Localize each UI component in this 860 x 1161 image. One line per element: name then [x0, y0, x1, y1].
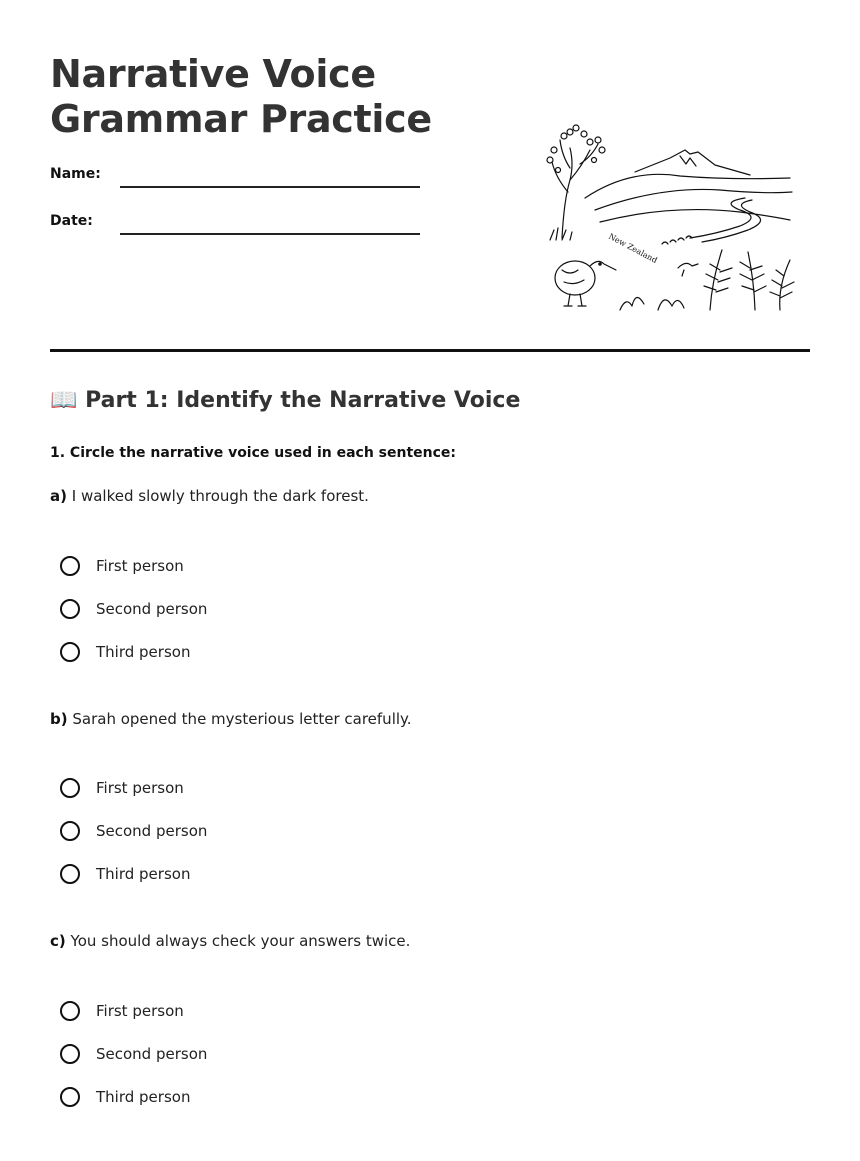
option-a-first-person[interactable] [60, 554, 184, 578]
name-label: Name: [50, 166, 101, 182]
option-label: Third person [96, 643, 191, 661]
radio-circle[interactable] [60, 599, 80, 619]
title-line-2: Grammar Practice [50, 97, 432, 141]
radio-circle[interactable] [60, 1044, 80, 1064]
section-title-text: Part 1: Identify the Narrative Voice [85, 388, 521, 413]
section-title-part-1 [50, 388, 520, 413]
header-divider [50, 349, 810, 352]
title-line-1: Narrative Voice [50, 52, 376, 96]
illustration-caption: New Zealand [607, 231, 659, 266]
option-label: First person [96, 557, 184, 575]
option-b-second-person[interactable] [60, 819, 207, 843]
radio-circle[interactable] [60, 778, 80, 798]
open-book-icon: 📖 [50, 388, 78, 413]
radio-circle[interactable] [60, 1087, 80, 1107]
date-field[interactable] [120, 233, 420, 235]
radio-circle[interactable] [60, 1001, 80, 1021]
option-a-third-person[interactable] [60, 640, 190, 664]
option-label: Second person [96, 600, 208, 618]
date-label: Date: [50, 213, 93, 229]
question-letter: b) [50, 710, 68, 728]
option-label: Second person [96, 822, 208, 840]
radio-circle[interactable] [60, 556, 80, 576]
question-b [50, 710, 412, 728]
option-label: Third person [96, 865, 191, 883]
radio-circle[interactable] [60, 864, 80, 884]
option-b-first-person[interactable] [60, 776, 184, 800]
option-label: Second person [96, 1045, 208, 1063]
option-label: Third person [96, 1088, 191, 1106]
question-a [50, 487, 369, 505]
option-c-third-person[interactable] [60, 1085, 190, 1109]
option-c-second-person[interactable] [60, 1042, 207, 1066]
question-sentence: Sarah opened the mysterious letter carefully. [72, 710, 412, 728]
name-field[interactable] [120, 186, 420, 188]
worksheet-title [50, 52, 432, 142]
option-label: First person [96, 1002, 184, 1020]
question-c [50, 932, 410, 950]
radio-circle[interactable] [60, 642, 80, 662]
question-instruction: 1. Circle the narrative voice used in each sentence: [50, 445, 457, 461]
landscape-illustration [540, 120, 800, 315]
question-sentence: You should always check your answers twice. [70, 932, 411, 950]
option-label: First person [96, 779, 184, 797]
option-c-first-person[interactable] [60, 999, 184, 1023]
question-sentence: I walked slowly through the dark forest. [71, 487, 369, 505]
radio-circle[interactable] [60, 821, 80, 841]
question-letter: c) [50, 932, 66, 950]
question-letter: a) [50, 487, 67, 505]
option-b-third-person[interactable] [60, 862, 190, 886]
option-a-second-person[interactable] [60, 597, 207, 621]
